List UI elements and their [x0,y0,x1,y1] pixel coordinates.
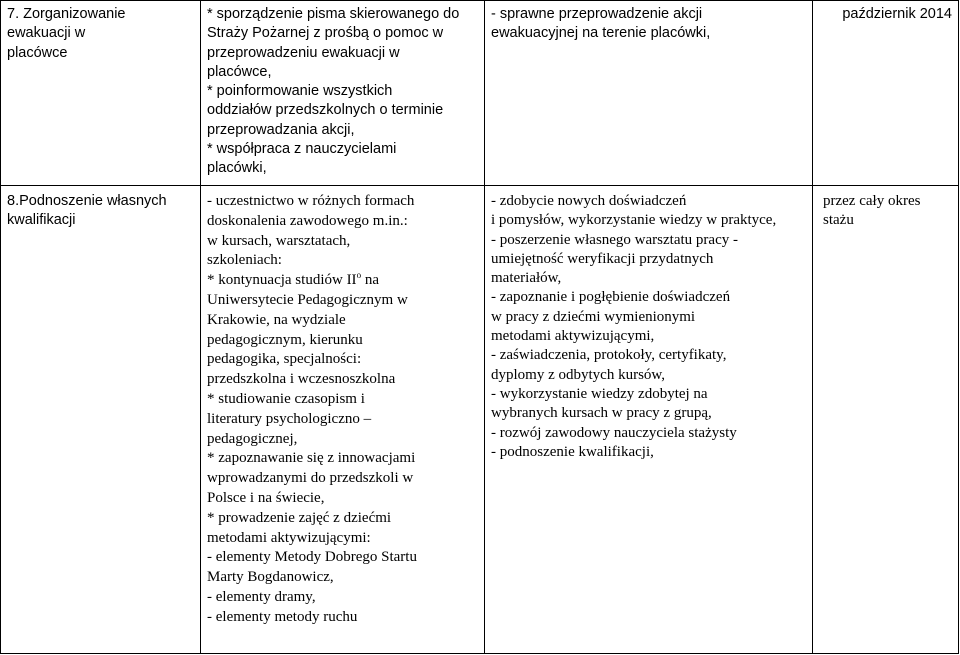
effects-line: - podnoszenie kwalifikacji, [491,443,654,460]
task-cell [1,186,201,654]
task-title-line: 8.Podnoszenie własnych [7,193,167,209]
table-row [1,186,959,654]
methods-line: pedagogicznym, kierunku [207,331,363,348]
task-title-line: kwalifikacji [7,212,76,229]
effects-cell [485,186,813,654]
methods-line: Krakowie, na wydziale [207,311,346,328]
methods-line: przeprowadzania akcji, [207,121,355,138]
effects-line: wybranych kursach w pracy z grupą, [491,405,712,422]
methods-line: metodami aktywizującymi: [207,529,371,546]
methods-line: placówce, [207,63,272,80]
effects-line: - poszerzenie własnego warsztatu pracy - [491,231,738,248]
effects-line: - sprawne przeprowadzenie akcji [491,6,703,22]
effects-line: dyplomy z odbytych kursów, [491,366,666,383]
methods-line: * poinformowanie wszystkich [207,83,393,100]
effects-cell [485,1,813,186]
methods-line: * studiowanie czasopism i [207,390,365,407]
methods-line: szkoleniach: [207,252,282,269]
methods-line: * prowadzenie zajęć z dziećmi [207,509,392,526]
deadline-cell [813,1,959,186]
effects-line: w pracy z dziećmi wymienionymi [491,308,696,325]
methods-line: - elementy Metody Dobrego Startu [207,549,417,566]
deadline-line: przez cały okres [823,193,921,209]
ordinal-sup: o [356,270,362,281]
task-cell [1,1,201,186]
effects-line: materiałów, [491,270,562,287]
effects-line: - zapoznanie i pogłębienie doświadczeń [491,289,731,306]
methods-line: przedszkolna i wczesnoszkolna [207,371,396,388]
methods-line: - elementy dramy, [207,588,316,605]
methods-line [207,271,478,291]
methods-line: Uniwersytecie Pedagogicznym w [207,291,408,308]
deadline-line: stażu [823,212,854,229]
effects-line: ewakuacyjnej na terenie placówki, [491,25,711,42]
task-title-line: 7. Zorganizowanie [7,6,126,22]
methods-line: - uczestnictwo w różnych formach [207,193,415,209]
deadline-line: październik 2014 [842,6,952,22]
methods-line: Straży Pożarnej z prośbą o pomoc w [207,25,444,42]
methods-line: w kursach, warsztatach, [207,232,351,249]
methods-line: doskonalenia zawodowego m.in.: [207,212,408,229]
task-title-line: placówce [7,44,68,61]
methods-line: * współpraca z nauczycielami [207,141,397,158]
methods-text: na [361,272,379,289]
methods-line: * sporządzenie pisma skierowanego do [207,6,460,22]
effects-line: - zdobycie nowych doświadczeń [491,193,687,209]
methods-line: wprowadzanymi do przedszkoli w [207,470,414,487]
methods-line: pedagogika, specjalności: [207,351,362,368]
methods-line: - elementy metody ruchu [207,608,358,625]
effects-line: i pomysłów, wykorzystanie wiedzy w praktyce, [491,212,777,229]
methods-text: * kontynuacja studiów II [207,272,357,289]
deadline-cell [813,186,959,654]
methods-line: oddziałów przedszkolnych o terminie [207,102,444,119]
methods-line: literatury psychologiczno – [207,410,372,427]
methods-line: Marty Bogdanowicz, [207,569,334,586]
effects-line: - zaświadczenia, protokoły, certyfikaty, [491,347,727,364]
effects-line: - rozwój zawodowy nauczyciela stażysty [491,424,737,441]
table-row [1,1,959,186]
methods-line: pedagogicznej, [207,430,298,447]
methods-line: Polsce i na świecie, [207,489,325,506]
effects-line: metodami aktywizującymi, [491,328,655,345]
methods-line: placówki, [207,160,267,177]
methods-cell [201,186,485,654]
methods-cell [201,1,485,186]
effects-line: - wykorzystanie wiedzy zdobytej na [491,385,708,402]
methods-line: * zapoznawanie się z innowacjami [207,450,416,467]
effects-line: umiejętność weryfikacji przydatnych [491,250,714,267]
methods-line: przeprowadzeniu ewakuacji w [207,44,400,61]
task-title-line: ewakuacji w [7,25,86,42]
